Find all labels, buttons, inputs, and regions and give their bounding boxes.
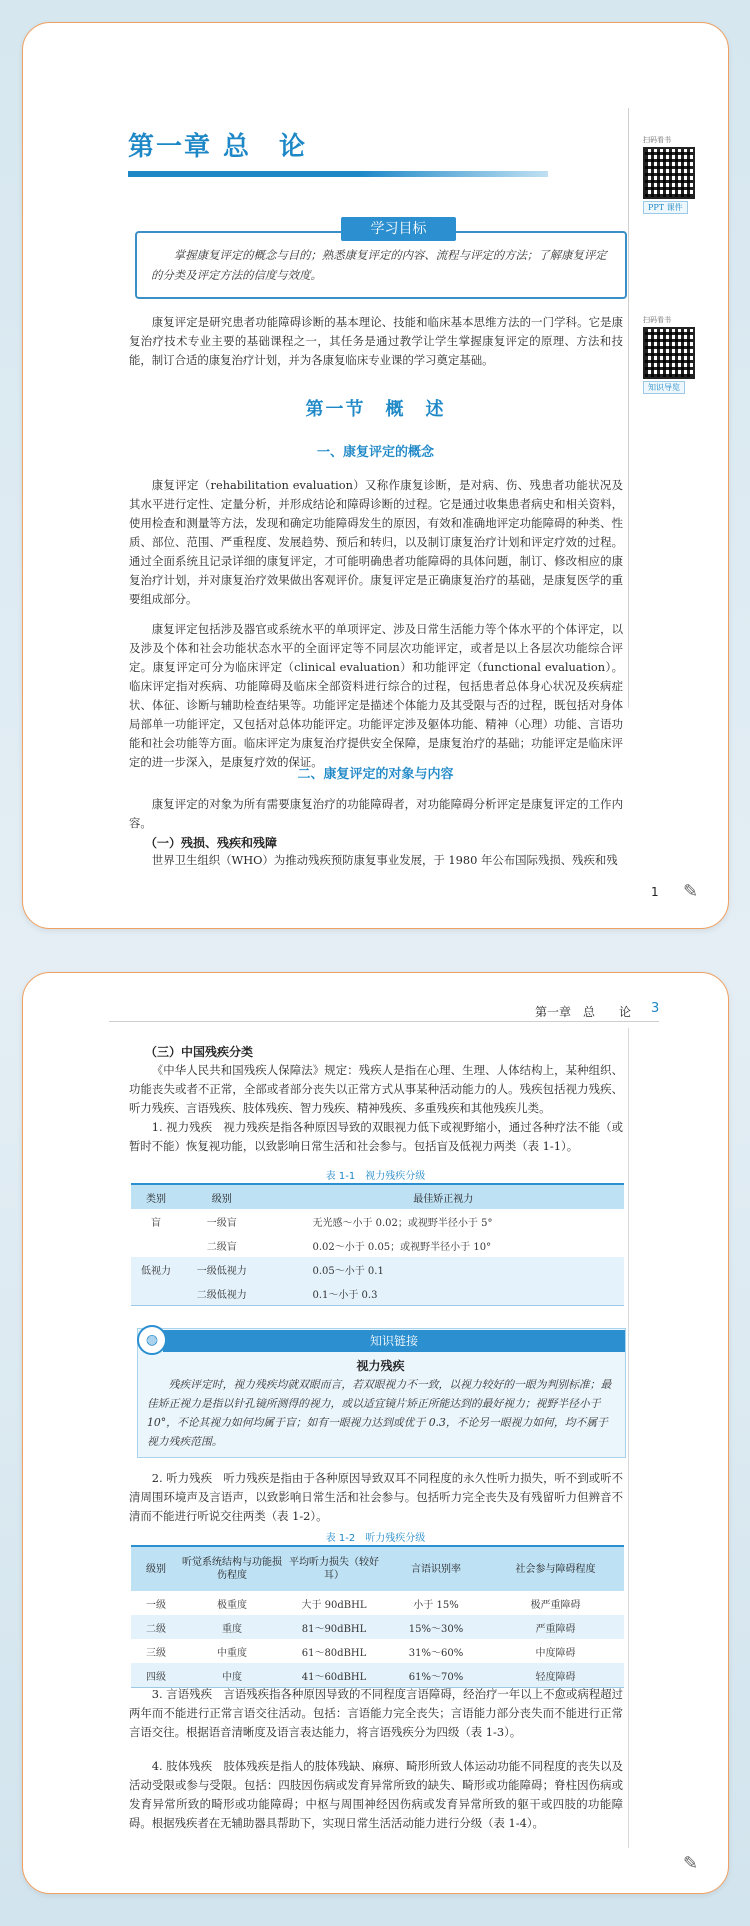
table-row <box>131 1233 624 1257</box>
page-number: 1 <box>651 885 659 899</box>
table-header: 平均听力损失（较好耳） <box>283 1546 385 1591</box>
table-cell: 0.05～小于 0.1 <box>262 1257 624 1281</box>
table-cell: 重度 <box>181 1615 283 1639</box>
knowledge-link-band: 知识链接 <box>163 1330 625 1352</box>
chapter-title: 第一章 总 论 <box>128 132 308 162</box>
pen-icon: ✎ <box>683 881 699 902</box>
table-cell: 二级盲 <box>206 1241 237 1253</box>
table-row <box>131 1663 624 1688</box>
table-header: 听觉系统结构与功能损伤程度 <box>181 1546 283 1591</box>
table-row <box>131 1591 624 1615</box>
table-cell: 一级盲 <box>206 1217 237 1229</box>
table-header: 社会参与障碍程度 <box>487 1546 624 1591</box>
header-rule <box>109 1021 659 1022</box>
paragraph-concept-1: 康复评定（rehabilitation evaluation）又称作康复诊断，是对病、伤、残患者功能状况及其水平进行定性、定量分析，并形成结论和障碍诊断的过程。它是通过收集患者病史和相关资料，使用检查和测量等方法，发现和确定功能障碍发生的原因，有效和准确地评定功能障碍的种类、性质、部位、范围、严重程度、发展趋势、预后和转归，以及制订康复治疗计划和评定疗效的过程。通过全面系统且记录详细的康复评定，才可能明确患者功能障碍的具体问题，制订、修改相应的康复治疗计划，并对康复治疗效果做出客观评价。康复评定是正确康复治疗的基础，是康复医学的重要组成部分。 <box>129 478 623 606</box>
table-header: 级别 <box>181 1184 262 1209</box>
table-cell: 0.02～小于 0.05；或视野半径小于 10° <box>312 1241 492 1253</box>
paragraph-object: 康复评定的对象为所有需要康复治疗的功能障碍者，对功能障碍分析评定是康复评定的工作内容。 <box>129 797 623 830</box>
table-header: 级别 <box>131 1546 181 1591</box>
knowledge-link-title: 视力残疾 <box>356 1359 405 1373</box>
table-cell: 无光感～小于 0.02；或视野半径小于 5° <box>312 1217 493 1229</box>
table-cell <box>131 1233 181 1257</box>
table-cell: 大于 90dBHL <box>301 1599 367 1611</box>
qr1-label: 扫码看书 <box>643 136 671 144</box>
table-visual-disability <box>131 1183 624 1306</box>
table-cell: 一级低视力 <box>181 1257 262 1281</box>
paragraph-speech: 3. 言语残疾 言语残疾指各种原因导致的不同程度言语障碍，经治疗一年以上不愈或病程超过两年而不能进行正常言语交往活动。包括：言语能力完全丧失；言语能力部分丧失而不能进行正常言语交往。根据语音清晰度及语言表达能力，将言语残疾分为四级（表 1-3）。 <box>129 1687 623 1739</box>
table-row <box>131 1639 624 1663</box>
table-cell: 中度障碍 <box>535 1647 576 1659</box>
table-cell: 31%～60% <box>408 1647 464 1659</box>
table-cell: 极严重障碍 <box>530 1599 581 1611</box>
table-cell: 61%～70% <box>385 1663 487 1688</box>
paragraph-limb: 4. 肢体残疾 肢体残疾是指人的肢体残缺、麻痹、畸形所致人体运动功能不同程度的丧失以及活动受限或参与受限。包括：四肢因伤病或发育异常所致的缺失、畸形或功能障碍；脊柱因伤病或发育异常所致的畸形或功能障碍；中枢与周围神经因伤病或发育异常所致的躯干或四肢的功能障碍。根据残疾者在无辅助器具帮助下，实现日常生活活动能力进行分级（表 1-4）。 <box>129 1759 623 1830</box>
table-cell: 低视力 <box>131 1257 181 1281</box>
paragraph-who: 世界卫生组织（WHO）为推动残疾预防康复事业发展，于 1980 年公布国际残损、残疾和残 <box>151 853 618 867</box>
paragraph-visual: 1. 视力残疾 视力残疾是指各种原因导致的双眼视力低下或视野缩小，通过各种疗法不能（或暂时不能）恢复视功能，以致影响日常生活和社会参与。包括盲及低视力两类（表 1-1）。 <box>129 1120 623 1153</box>
table-hearing-disability <box>131 1545 624 1688</box>
table-cell: 三级 <box>146 1647 166 1659</box>
sub-heading: （一）残损、残疾和残障 <box>145 836 278 850</box>
table-cell: 一级 <box>146 1599 166 1611</box>
page-2 <box>22 972 729 1894</box>
page-1 <box>22 22 729 929</box>
running-header: 第一章 总 论 <box>535 1005 632 1019</box>
header-page-number: 3 <box>651 1001 660 1016</box>
table2-caption: 表 1-2 听力残疾分级 <box>325 1533 426 1544</box>
table-cell: 轻度障碍 <box>487 1663 624 1688</box>
paragraph-law: 《中华人民共和国残疾人保障法》规定：残疾人是指在心理、生理、人体结构上，某种组织、功能丧失或者不正常，全部或者部分丧失以正常方式从事某种活动能力的人。残疾包括视力残疾、听力残疾、言语残疾、肢体残疾、智力残疾、精神残疾、多重残疾和其他残疾儿类。 <box>129 1063 623 1115</box>
table-cell: 二级低视力 <box>181 1281 262 1306</box>
subsection-title-2: 二、康复评定的对象与内容 <box>297 767 454 782</box>
table-cell: 四级 <box>131 1663 181 1688</box>
learning-goal-text: 掌握康复评定的概念与目的；熟悉康复评定的内容、流程与评定的方法；了解康复评定的分类及评定方法的信度与效度。 <box>151 248 607 282</box>
qr-code-icon[interactable] <box>643 327 695 379</box>
table-cell: 41～60dBHL <box>283 1663 385 1688</box>
table-cell: 盲 <box>151 1217 162 1229</box>
qr1-tag: PPT 课件 <box>643 201 688 214</box>
learning-goal-tab: 学习目标 <box>341 217 456 241</box>
table-cell: 小于 15% <box>413 1599 459 1611</box>
table-row <box>131 1257 624 1281</box>
globe-icon: ◍ <box>137 1325 167 1355</box>
margin-rule <box>628 1028 629 1848</box>
table-cell: 二级 <box>131 1615 181 1639</box>
table-row <box>131 1209 624 1233</box>
table-row <box>131 1615 624 1639</box>
qr-code-icon[interactable] <box>643 147 695 199</box>
qr2-label: 扫码看书 <box>643 316 671 324</box>
table-cell <box>131 1281 181 1306</box>
paragraph-concept-2: 康复评定包括涉及器官或系统水平的单项评定、涉及日常生活能力等个体水平的个体评定，以及涉及个体和社会功能状态水平的全面评定等不同层次功能评定，或者是以上各层次功能综合评定。康复评定可分为临床评定（clinical evaluation）和功能评定（functional evaluation）。临床评定指对疾病、功能障碍及临床全部资料进行综合的过程，包括患者总体身心状况及疾病症状、体征、诊断与辅助检查结果等。功能评定是描述个体能力及其受限与否的过程，既包括对身体局部单一功能评定，又包括对总体功能评定。功能评定涉及躯体功能、精神（心理）功能、言语功能和社会功能等方面。临床评定为康复治疗提供安全保障，是康复治疗的基础；功能评定是临床评定的进一步深入，是康复疗效的保证。 <box>129 622 623 769</box>
table-cell: 中重度 <box>217 1647 247 1659</box>
table-cell: 极重度 <box>217 1599 247 1611</box>
intro-paragraph: 康复评定是研究患者功能障碍诊断的基本理论、技能和临床基本思维方法的一门学科。它是康复治疗技术专业主要的基础课程之一，其任务是通过教学让学生掌握康复评定的原理、方法和技能，制订合适的康复治疗计划，并为各康复临床专业课的学习奠定基础。 <box>129 315 623 367</box>
table-header: 言语识别率 <box>385 1546 487 1591</box>
table1-caption: 表 1-1 视力残疾分级 <box>325 1171 426 1182</box>
pen-icon: ✎ <box>683 1853 699 1874</box>
table-cell: 15%～30% <box>385 1615 487 1639</box>
table-cell: 严重障碍 <box>487 1615 624 1639</box>
table-cell: 61～80dBHL <box>301 1647 367 1659</box>
section-title: 第一节 概 述 <box>305 399 446 420</box>
table-header: 最佳矫正视力 <box>262 1184 624 1209</box>
sub-heading: （三）中国残疾分类 <box>145 1045 254 1059</box>
table-cell: 0.1～小于 0.3 <box>262 1281 624 1306</box>
subsection-title-1: 一、康复评定的概念 <box>316 445 434 460</box>
knowledge-link-text: 残疾评定时，视力残疾均就双眼而言，若双眼视力不一致，以视力较好的一眼为判别标准；最佳矫正视力是指以针孔镜所测得的视力，或以适宜镜片矫正所能达到的最好视力；视野半径小于 10°，不论其视力如何均属于盲；如有一眼视力达到或优于 0.3，不论另一眼视力如何，均不属于视力残疾范围。 <box>147 1378 612 1448</box>
table-cell: 81～90dBHL <box>283 1615 385 1639</box>
table-cell: 中度 <box>181 1663 283 1688</box>
table-header: 类别 <box>131 1184 181 1209</box>
table-row <box>131 1281 624 1306</box>
paragraph-hearing: 2. 听力残疾 听力残疾是指由于各种原因导致双耳不同程度的永久性听力损失，听不到或听不清周围环境声及言语声，以致影响日常生活和社会参与。包括听力完全丧失及有残留听力但辨音不清而不能进行听说交往两类（表 1-2）。 <box>129 1471 623 1523</box>
chapter-title-bar <box>128 171 548 177</box>
qr2-tag: 知识导览 <box>643 381 685 394</box>
